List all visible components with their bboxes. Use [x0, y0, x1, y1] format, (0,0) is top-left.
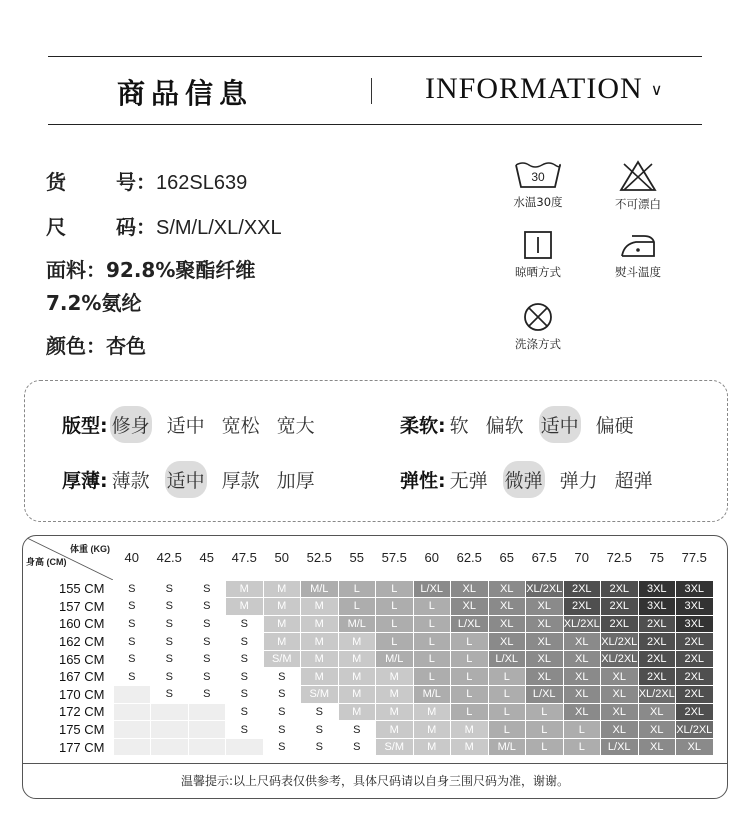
- size-cell: M: [338, 650, 376, 668]
- size-row: [46, 211, 282, 240]
- size-cell: S: [338, 721, 376, 739]
- title-en-text: INFORMATION: [425, 72, 643, 105]
- size-cell: M/L: [376, 650, 414, 668]
- weight-header: 57.5: [381, 550, 407, 566]
- fabric-line-1: 92.8%聚酯纤维: [106, 258, 256, 282]
- size-cell: [113, 738, 151, 756]
- size-cell: S: [188, 598, 226, 616]
- size-cell: XL/2XL: [676, 721, 714, 739]
- size-cell: S: [188, 580, 226, 598]
- size-cell: S: [113, 668, 151, 686]
- size-cell: 2XL: [638, 650, 676, 668]
- weight-header: 40: [124, 550, 139, 566]
- no-bleach-icon: [618, 160, 658, 192]
- chevron-down-icon: ∨: [650, 82, 664, 99]
- table-row: [23, 615, 713, 633]
- size-cell: S: [113, 615, 151, 633]
- size-cell: 2XL: [601, 615, 639, 633]
- size-cell: L: [413, 598, 451, 616]
- size-cell: XL: [451, 598, 489, 616]
- size-cell: L/XL: [413, 580, 451, 598]
- size-cell: S: [151, 686, 189, 704]
- size-cell: S: [188, 650, 226, 668]
- table-row: [23, 686, 713, 704]
- color-value: 杏色: [106, 334, 146, 358]
- size-cell: M: [301, 633, 339, 651]
- top-rule: [48, 56, 702, 57]
- size-cell: XL: [676, 738, 714, 756]
- size-cell: XL: [601, 686, 639, 704]
- size-cell: XL: [601, 668, 639, 686]
- size-cell: M/L: [413, 686, 451, 704]
- size-label: 尺: [46, 215, 66, 239]
- size-cell: M: [338, 633, 376, 651]
- fit-option: 宽大: [276, 415, 315, 437]
- fabric-label: 面料：: [46, 258, 106, 282]
- weight-header: 67.5: [531, 550, 557, 566]
- color-label: 颜色：: [46, 334, 106, 358]
- height-cell: 155 CM: [58, 581, 105, 597]
- size-cell: M: [226, 598, 264, 616]
- size-cell: 3XL: [638, 580, 676, 598]
- size-cell: S: [226, 633, 264, 651]
- page-title-cn: 商品信息: [116, 77, 253, 110]
- table-row: [23, 580, 713, 598]
- size-cell: XL: [638, 721, 676, 739]
- size-cell: S: [188, 633, 226, 651]
- care-bleach-label: 不可漂白: [615, 197, 661, 211]
- size-cell: [151, 738, 189, 756]
- size-cell: XL: [526, 598, 564, 616]
- size-cell: L: [488, 703, 526, 721]
- size-cell: S: [151, 633, 189, 651]
- size-cell: L: [413, 633, 451, 651]
- fit-option: 适中: [166, 415, 205, 437]
- weight-header: 62.5: [456, 550, 482, 566]
- size-cell: L: [376, 615, 414, 633]
- table-corner: [23, 536, 113, 580]
- elasticity-option: 弹力: [559, 470, 598, 492]
- table-row: [23, 668, 713, 686]
- drip-dry-icon: [522, 230, 554, 260]
- size-cell: S: [113, 598, 151, 616]
- size-cell: S: [338, 738, 376, 756]
- size-cell: XL: [601, 703, 639, 721]
- thickness-row: [62, 466, 332, 493]
- size-cell: S: [151, 650, 189, 668]
- care-dry: [493, 230, 583, 280]
- size-cell: S: [263, 668, 301, 686]
- weight-header: 70: [574, 550, 589, 566]
- size-cell: XL: [563, 686, 601, 704]
- color-row: [46, 330, 146, 359]
- thickness-option: 厚款: [221, 470, 260, 492]
- size-cell: S: [113, 580, 151, 598]
- table-row: [23, 721, 713, 739]
- size-cell: L: [451, 668, 489, 686]
- article-number-row: [46, 166, 247, 195]
- size-cell: M/L: [338, 615, 376, 633]
- care-wash: [493, 160, 583, 210]
- size-cell: M: [451, 721, 489, 739]
- size-cell: 2XL: [676, 703, 714, 721]
- height-cell: 172 CM: [58, 704, 105, 720]
- size-cell: S: [188, 615, 226, 633]
- size-cell: M: [301, 598, 339, 616]
- size-cell: XL: [488, 580, 526, 598]
- size-cell: L/XL: [488, 650, 526, 668]
- size-cell: S/M: [376, 738, 414, 756]
- size-cell: S/M: [263, 650, 301, 668]
- size-cell: L: [338, 598, 376, 616]
- elasticity-option: 超弹: [614, 470, 653, 492]
- height-cell: 167 CM: [58, 669, 105, 685]
- thickness-label: 厚薄:: [62, 470, 108, 492]
- fit-row: [62, 411, 332, 438]
- size-cell: S: [226, 721, 264, 739]
- fabric-line-2: 7.2%氨纶: [46, 291, 142, 315]
- size-cell: [188, 721, 226, 739]
- size-cell: 3XL: [676, 598, 714, 616]
- size-table-body: [23, 580, 713, 756]
- size-cell: M: [263, 633, 301, 651]
- care-wash-label: 水温30度: [513, 195, 563, 209]
- wash-temp-number: 30: [531, 170, 545, 184]
- size-cell: M: [376, 703, 414, 721]
- fit-option: 修身: [112, 411, 150, 438]
- size-cell: S: [226, 615, 264, 633]
- title-divider: [371, 78, 372, 104]
- size-cell: XL/2XL: [601, 633, 639, 651]
- height-cell: 160 CM: [58, 616, 105, 632]
- size-cell: S/M: [301, 686, 339, 704]
- size-cell: [188, 738, 226, 756]
- size-cell: S: [263, 721, 301, 739]
- size-cell: 2XL: [676, 633, 714, 651]
- size-cell: L: [526, 721, 564, 739]
- size-chart: [22, 535, 728, 799]
- size-value: S/M/L/XL/XXL: [156, 217, 282, 239]
- wash-30-icon: [513, 160, 563, 190]
- properties-box: [24, 380, 728, 522]
- size-cell: S: [151, 580, 189, 598]
- size-cell: M: [376, 686, 414, 704]
- size-cell: XL: [563, 703, 601, 721]
- care-iron-label: 熨斗温度: [615, 265, 661, 279]
- size-cell: XL: [526, 633, 564, 651]
- weight-header: 55: [349, 550, 364, 566]
- size-cell: S: [301, 721, 339, 739]
- corner-weight-label: 体重 (KG): [70, 544, 110, 554]
- size-cell: S: [151, 668, 189, 686]
- size-cell: M: [338, 703, 376, 721]
- softness-option: 适中: [541, 411, 579, 438]
- bottom-rule: [48, 124, 702, 125]
- weight-header: 60: [424, 550, 439, 566]
- weight-header: 47.5: [231, 550, 257, 566]
- size-cell: L: [376, 633, 414, 651]
- size-cell: S: [188, 686, 226, 704]
- elasticity-option: 微弹: [505, 466, 543, 493]
- size-cell: [113, 703, 151, 721]
- care-washing-label: 洗涤方式: [515, 337, 561, 351]
- size-cell: M: [413, 738, 451, 756]
- size-cell: M/L: [301, 580, 339, 598]
- size-cell: 2XL: [638, 668, 676, 686]
- size-cell: S: [226, 668, 264, 686]
- size-cell: XL: [638, 703, 676, 721]
- weight-header: 65: [499, 550, 514, 566]
- size-cell: S: [226, 686, 264, 704]
- size-cell: [188, 703, 226, 721]
- height-cell: 175 CM: [58, 722, 105, 738]
- size-cell: M: [301, 615, 339, 633]
- size-cell: S: [263, 703, 301, 721]
- size-cell: XL: [488, 615, 526, 633]
- size-cell: L/XL: [601, 738, 639, 756]
- thickness-option: 适中: [167, 466, 205, 493]
- size-cell: 2XL: [676, 650, 714, 668]
- size-cell: XL: [526, 615, 564, 633]
- size-cell: L/XL: [451, 615, 489, 633]
- size-cell: L: [413, 668, 451, 686]
- corner-height-label: 身高 (CM): [26, 557, 67, 567]
- size-cell: XL/2XL: [563, 615, 601, 633]
- size-cell: L/XL: [526, 686, 564, 704]
- size-cell: M: [338, 686, 376, 704]
- size-cell: M: [376, 721, 414, 739]
- size-cell: 2XL: [638, 633, 676, 651]
- size-cell: [151, 721, 189, 739]
- size-cell: 2XL: [676, 668, 714, 686]
- size-cell: 3XL: [676, 615, 714, 633]
- no-wash-icon: [522, 302, 554, 332]
- care-washing: [493, 302, 583, 352]
- size-cell: XL: [451, 580, 489, 598]
- size-cell: 2XL: [563, 598, 601, 616]
- care-bleach: [593, 160, 683, 212]
- table-row: [23, 738, 713, 756]
- care-iron: [593, 230, 683, 280]
- size-cell: S: [226, 703, 264, 721]
- weight-header-row: [23, 536, 713, 580]
- size-cell: S: [301, 738, 339, 756]
- size-cell: S: [301, 703, 339, 721]
- size-cell: XL: [638, 738, 676, 756]
- table-row: [23, 633, 713, 651]
- height-cell: 162 CM: [58, 634, 105, 650]
- tip-divider: [23, 763, 727, 764]
- size-cell: M/L: [488, 738, 526, 756]
- size-cell: L: [451, 650, 489, 668]
- elasticity-option: 无弹: [449, 470, 488, 492]
- size-cell: S: [263, 686, 301, 704]
- size-cell: L: [563, 738, 601, 756]
- elasticity-row: [400, 466, 670, 493]
- height-cell: 170 CM: [58, 686, 105, 702]
- size-cell: 3XL: [638, 598, 676, 616]
- size-cell: [151, 703, 189, 721]
- size-cell: XL: [526, 650, 564, 668]
- fit-label: 版型:: [62, 415, 108, 437]
- size-cell: M: [263, 580, 301, 598]
- size-cell: S: [151, 598, 189, 616]
- size-cell: M: [338, 668, 376, 686]
- elasticity-label: 弹性:: [400, 470, 446, 492]
- size-cell: XL: [563, 633, 601, 651]
- size-cell: L: [526, 703, 564, 721]
- weight-header: 45: [199, 550, 214, 566]
- size-cell: 2XL: [601, 580, 639, 598]
- size-cell: L: [563, 721, 601, 739]
- weight-header: 72.5: [606, 550, 632, 566]
- fabric-row-2: [46, 287, 141, 316]
- weight-header: 52.5: [306, 550, 332, 566]
- iron-low-icon: [618, 230, 658, 260]
- size-cell: XL/2XL: [601, 650, 639, 668]
- size-cell: 2XL: [676, 686, 714, 704]
- size-cell: XL: [601, 721, 639, 739]
- article-value: 162SL639: [156, 172, 248, 194]
- size-cell: XL: [563, 668, 601, 686]
- size-cell: [226, 738, 264, 756]
- size-cell: [113, 721, 151, 739]
- weight-header: 75: [649, 550, 664, 566]
- size-cell: L: [413, 615, 451, 633]
- weight-header: 50: [274, 550, 289, 566]
- size-cell: 2XL: [563, 580, 601, 598]
- size-cell: S: [113, 650, 151, 668]
- size-cell: L: [526, 738, 564, 756]
- size-cell: L: [488, 721, 526, 739]
- table-row: [23, 598, 713, 616]
- size-cell: M: [376, 668, 414, 686]
- table-row: [23, 703, 713, 721]
- size-cell: S: [263, 738, 301, 756]
- size-cell: 3XL: [676, 580, 714, 598]
- size-cell: L: [488, 668, 526, 686]
- size-cell: M: [451, 738, 489, 756]
- thickness-option: 加厚: [276, 470, 315, 492]
- size-cell: XL: [563, 650, 601, 668]
- size-table: [23, 536, 714, 756]
- table-row: [23, 650, 713, 668]
- page-title-en: [425, 72, 663, 106]
- size-cell: S: [151, 615, 189, 633]
- height-cell: 165 CM: [58, 651, 105, 667]
- article-label-2: 号：: [116, 170, 156, 194]
- size-cell: [113, 686, 151, 704]
- size-cell: M: [413, 703, 451, 721]
- size-cell: S: [113, 633, 151, 651]
- height-cell: 157 CM: [58, 598, 105, 614]
- size-cell: L: [413, 650, 451, 668]
- size-cell: XL/2XL: [638, 686, 676, 704]
- size-cell: M: [263, 598, 301, 616]
- size-tip: 温馨提示:以上尺码表仅供参考，具体尺码请以自身三围尺码为准，谢谢。: [180, 774, 570, 788]
- fit-option: 宽松: [221, 415, 260, 437]
- size-cell: L: [338, 580, 376, 598]
- size-cell: L: [376, 580, 414, 598]
- size-cell: XL/2XL: [526, 580, 564, 598]
- size-cell: M: [226, 580, 264, 598]
- thickness-option: 薄款: [111, 470, 150, 492]
- weight-header: 77.5: [681, 550, 707, 566]
- weight-header: 42.5: [156, 550, 182, 566]
- size-cell: XL: [526, 668, 564, 686]
- size-cell: M: [413, 721, 451, 739]
- softness-option: 偏软: [485, 415, 524, 437]
- size-cell: M: [301, 650, 339, 668]
- size-cell: L: [451, 633, 489, 651]
- size-cell: 2XL: [601, 598, 639, 616]
- article-label: 货: [46, 170, 66, 194]
- softness-option: 偏硬: [595, 415, 634, 437]
- size-cell: M: [263, 615, 301, 633]
- size-label-2: 码：: [116, 215, 156, 239]
- height-cell: 177 CM: [58, 739, 105, 755]
- size-cell: XL: [488, 633, 526, 651]
- softness-row: [400, 411, 651, 438]
- size-cell: 2XL: [638, 615, 676, 633]
- size-cell: XL: [488, 598, 526, 616]
- fabric-row: [46, 254, 255, 283]
- size-cell: L: [451, 686, 489, 704]
- size-cell: S: [226, 650, 264, 668]
- size-cell: L: [488, 686, 526, 704]
- size-cell: M: [301, 668, 339, 686]
- size-cell: L: [451, 703, 489, 721]
- care-dry-label: 晾晒方式: [515, 265, 561, 279]
- size-cell: S: [188, 668, 226, 686]
- softness-label: 柔软:: [400, 415, 446, 437]
- size-cell: L: [376, 598, 414, 616]
- softness-option: 软: [449, 415, 469, 437]
